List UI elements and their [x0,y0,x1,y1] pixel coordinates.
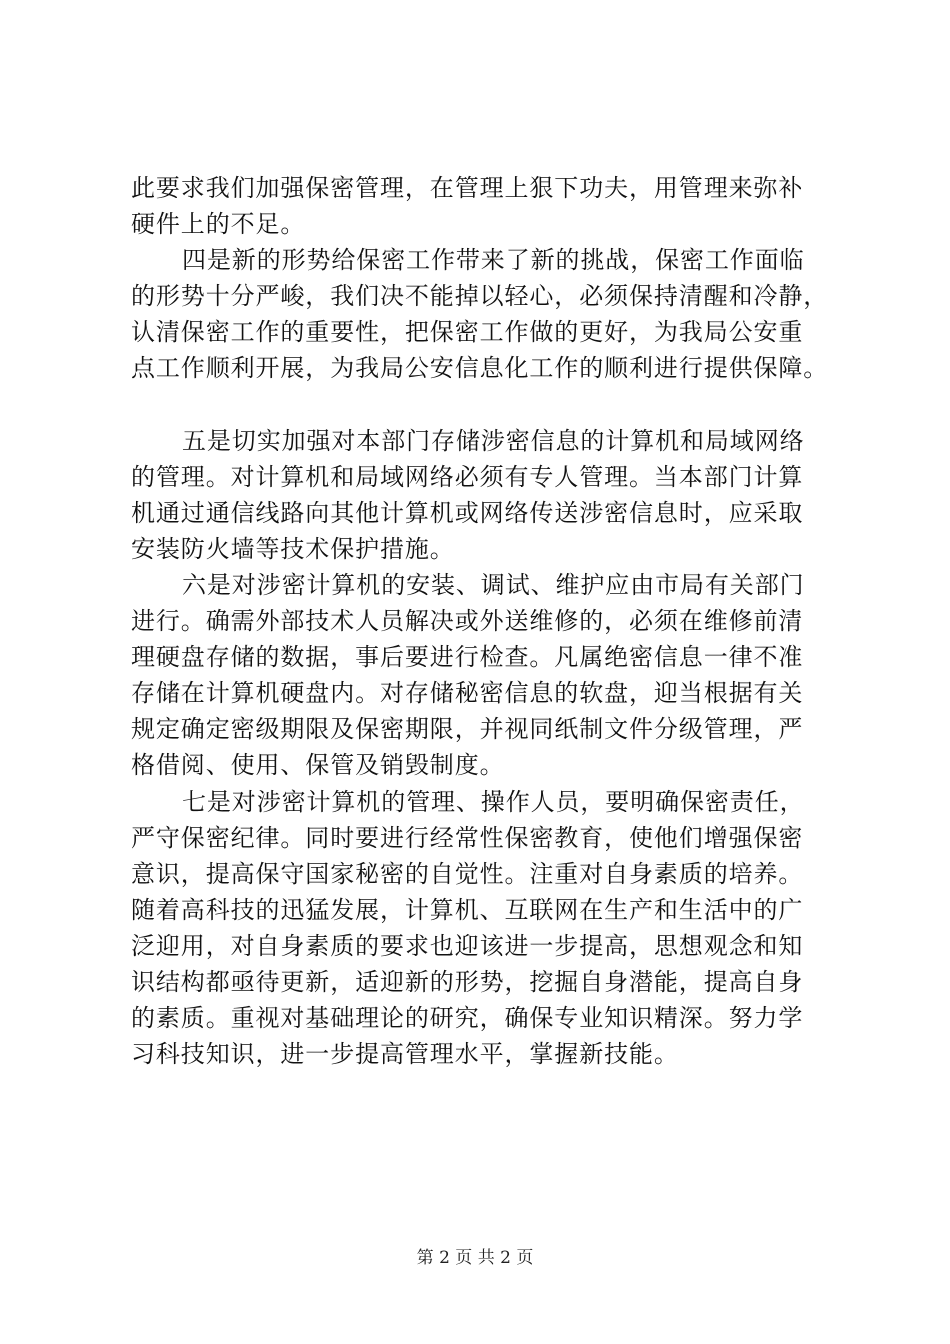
text-line: 的管理。对计算机和局域网络必须有专人管理。当本部门计算 [131,462,804,491]
text-line: 五是切实加强对本部门存储涉密信息的计算机和局域网络 [182,426,805,455]
text-line: 随着高科技的迅猛发展，计算机、互联网在生产和生活中的广 [131,895,804,924]
text-line: 进行。确需外部技术人员解决或外送维修的，必须在维修前清 [131,607,804,636]
text-line: 意识，提高保守国家秘密的自觉性。注重对自身素质的培养。 [131,859,804,888]
text-line: 硬件上的不足。 [131,210,306,239]
page-number-footer: 第 2 页 共 2 页 [416,1248,534,1268]
paragraph-continued [131,170,851,242]
paragraph-seven [131,784,851,1073]
text-line: 点工作顺利开展，为我局公安信息化工作的顺利进行提供保障。 [131,354,829,383]
text-line: 泛迎用，对自身素质的要求也迎该进一步提高，思想观念和知 [131,931,804,960]
text-line: 六是对涉密计算机的安装、调试、维护应由市局有关部门 [182,570,805,599]
text-line: 识结构都亟待更新，适迎新的形势，挖掘自身潜能，提高自身 [131,967,804,996]
text-line: 格借阅、使用、保管及销毁制度。 [131,751,505,780]
document-body [131,170,851,1072]
text-line: 严守保密纪律。同时要进行经常性保密教育，使他们增强保密 [131,823,804,852]
text-line: 机通过通信线路向其他计算机或网络传送涉密信息时，应采取 [131,498,804,527]
text-line: 的形势十分严峻，我们决不能掉以轻心，必须保持清醒和冷静， [131,282,829,311]
text-line: 习科技知识，进一步提高管理水平，掌握新技能。 [131,1040,679,1069]
paragraph-gap [131,387,851,423]
text-line: 四是新的形势给保密工作带来了新的挑战，保密工作面临 [182,246,805,275]
text-line: 存储在计算机硬盘内。对存储秘密信息的软盘，迎当根据有关 [131,679,804,708]
text-line: 安装防火墙等技术保护措施。 [131,534,455,563]
text-line: 认清保密工作的重要性，把保密工作做的更好，为我局公安重 [131,318,804,347]
text-line: 此要求我们加强保密管理，在管理上狠下功夫，用管理来弥补 [131,174,804,202]
text-line: 理硬盘存储的数据，事后要进行检查。凡属绝密信息一律不准 [131,643,804,672]
paragraph-six [131,567,851,784]
text-line: 规定确定密级期限及保密期限，并视同纸制文件分级管理，严 [131,715,804,744]
text-line: 的素质。重视对基础理论的研究，确保专业知识精深。努力学 [131,1004,804,1033]
text-line: 七是对涉密计算机的管理、操作人员，要明确保密责任， [182,787,805,816]
paragraph-four [131,242,851,386]
paragraph-five [131,423,851,567]
